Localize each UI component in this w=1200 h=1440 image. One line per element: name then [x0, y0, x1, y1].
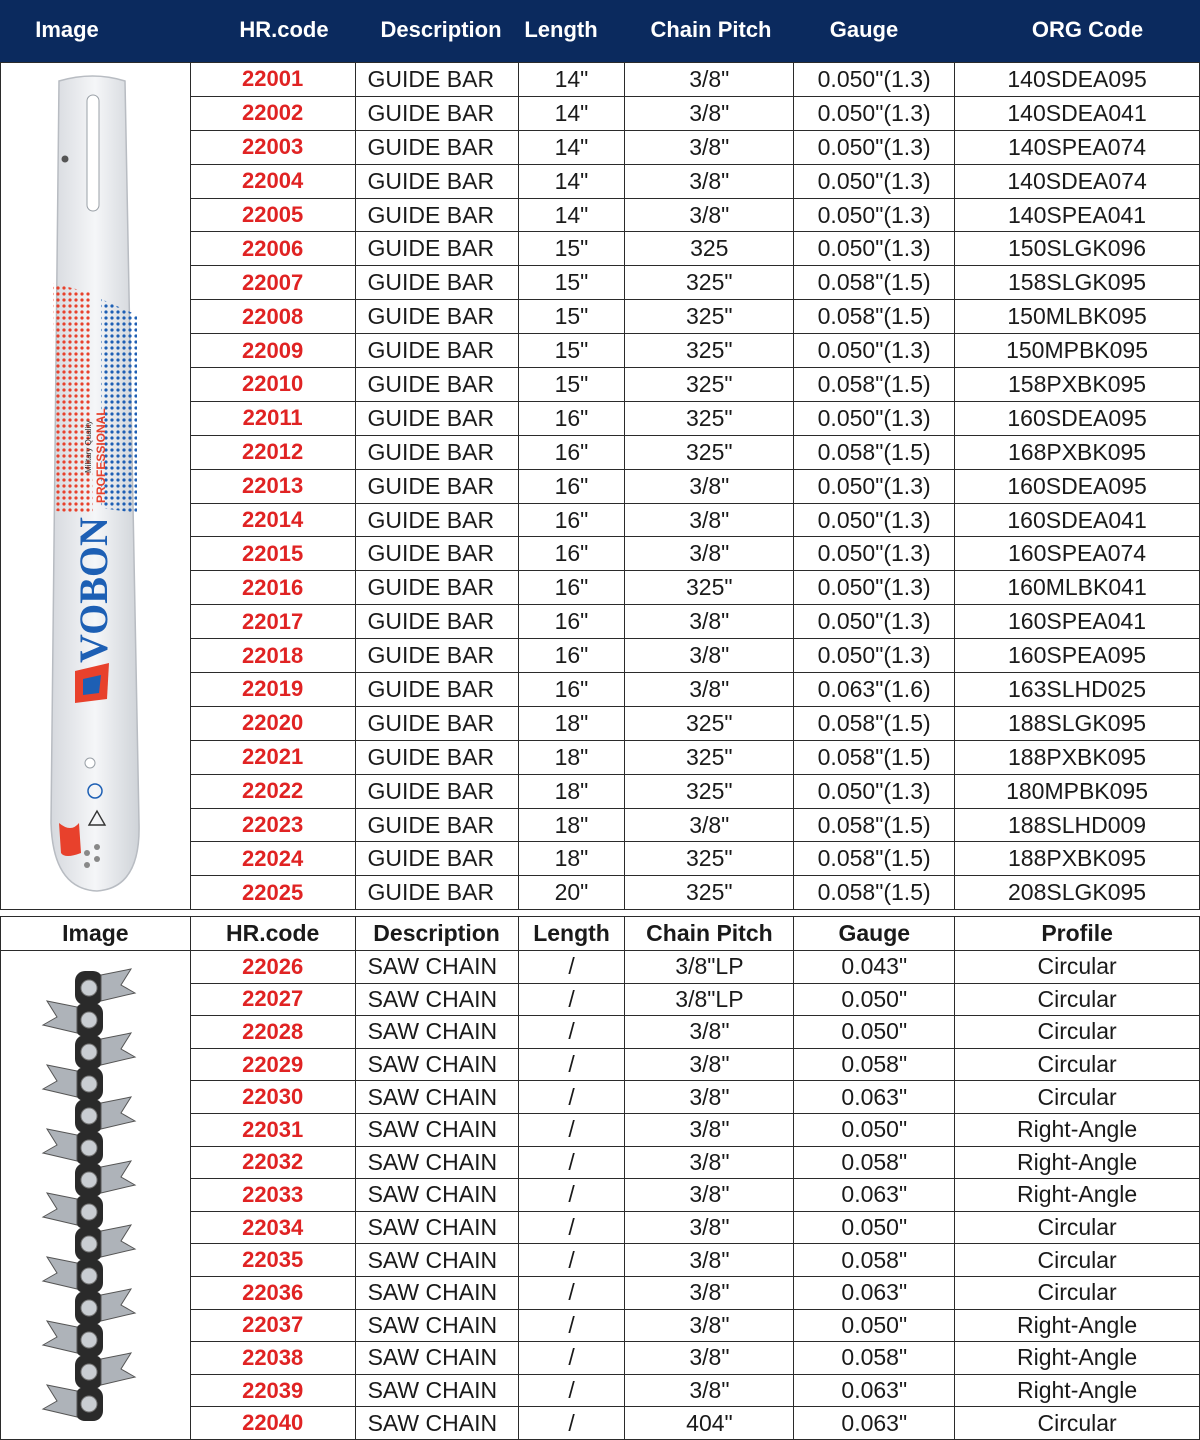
- description: GUIDE BAR: [355, 164, 518, 198]
- guide-bar-image: [1, 63, 189, 910]
- hr-code: 22017: [190, 605, 355, 639]
- gauge: 0.063": [794, 1276, 955, 1309]
- hr-code: 22027: [190, 983, 355, 1016]
- chain-pitch: 3/8": [625, 605, 794, 639]
- org-code: 140SPEA074: [955, 130, 1200, 164]
- hr-code: 22018: [190, 639, 355, 673]
- chain-pitch: 3/8": [625, 808, 794, 842]
- gauge: 0.058": [794, 1146, 955, 1179]
- length: 16": [518, 605, 625, 639]
- description: SAW CHAIN: [355, 1146, 518, 1179]
- chain-pitch: 325": [625, 706, 794, 740]
- table-row: [1, 63, 1200, 97]
- hr-code: 22004: [190, 164, 355, 198]
- chain-pitch: 3/8": [625, 1211, 794, 1244]
- org-code: 150SLGK096: [955, 232, 1200, 266]
- gauge: 0.050"(1.3): [794, 401, 955, 435]
- length: 16": [518, 435, 625, 469]
- length: 16": [518, 673, 625, 707]
- length: 14": [518, 130, 625, 164]
- chain-pitch: 3/8"LP: [625, 951, 794, 984]
- description: GUIDE BAR: [355, 673, 518, 707]
- header-image: Image: [35, 17, 99, 42]
- profile: Circular: [955, 1276, 1200, 1309]
- length: /: [518, 1211, 625, 1244]
- chain-pitch: 325": [625, 740, 794, 774]
- length: /: [518, 1081, 625, 1114]
- length: 15": [518, 334, 625, 368]
- org-code: 158PXBK095: [955, 368, 1200, 402]
- length: /: [518, 1113, 625, 1146]
- profile: Right-Angle: [955, 1113, 1200, 1146]
- length: /: [518, 983, 625, 1016]
- hr-code: 22015: [190, 537, 355, 571]
- gauge: 0.050"(1.3): [794, 232, 955, 266]
- description: GUIDE BAR: [355, 198, 518, 232]
- description: GUIDE BAR: [355, 537, 518, 571]
- length: /: [518, 1146, 625, 1179]
- gauge: 0.058"(1.5): [794, 808, 955, 842]
- org-code: 188SLHD009: [955, 808, 1200, 842]
- sub-header-length: Length: [518, 917, 625, 951]
- hr-code: 22039: [190, 1374, 355, 1407]
- description: GUIDE BAR: [355, 503, 518, 537]
- chain-pitch: 325": [625, 774, 794, 808]
- length: 14": [518, 63, 625, 97]
- hr-code: 22029: [190, 1048, 355, 1081]
- chain-sub-header: [1, 917, 1200, 951]
- length: 18": [518, 740, 625, 774]
- length: 16": [518, 401, 625, 435]
- description: SAW CHAIN: [355, 1113, 518, 1146]
- org-code: 140SDEA074: [955, 164, 1200, 198]
- chain-pitch: 3/8": [625, 1309, 794, 1342]
- length: 15": [518, 266, 625, 300]
- org-code: 140SDEA095: [955, 63, 1200, 97]
- chain-pitch: 3/8": [625, 164, 794, 198]
- sub-header-description: Description: [355, 917, 518, 951]
- chain-pitch: 3/8": [625, 63, 794, 97]
- profile: Right-Angle: [955, 1342, 1200, 1375]
- org-code: 140SDEA041: [955, 96, 1200, 130]
- header-hr-code: HR.code: [239, 17, 329, 42]
- length: 18": [518, 808, 625, 842]
- saw-chain-image-cell: [1, 951, 191, 1440]
- description: GUIDE BAR: [355, 266, 518, 300]
- military-quality-label: Military Quality: [84, 420, 93, 473]
- gauge: 0.050"(1.3): [794, 63, 955, 97]
- gauge: 0.050"(1.3): [794, 130, 955, 164]
- gauge: 0.050"(1.3): [794, 605, 955, 639]
- gauge: 0.050"(1.3): [794, 774, 955, 808]
- hr-code: 22011: [190, 401, 355, 435]
- chain-pitch: 325: [625, 232, 794, 266]
- gauge: 0.063": [794, 1179, 955, 1212]
- org-code: 140SPEA041: [955, 198, 1200, 232]
- hr-code: 22014: [190, 503, 355, 537]
- hr-code: 22002: [190, 96, 355, 130]
- chain-pitch: 3/8": [625, 537, 794, 571]
- length: /: [518, 1276, 625, 1309]
- org-code: 163SLHD025: [955, 673, 1200, 707]
- description: GUIDE BAR: [355, 334, 518, 368]
- header-length: Length: [524, 17, 598, 42]
- description: GUIDE BAR: [355, 571, 518, 605]
- org-code: 188PXBK095: [955, 740, 1200, 774]
- gauge: 0.050"(1.3): [794, 334, 955, 368]
- profile: Circular: [955, 951, 1200, 984]
- header-description: Description: [380, 17, 502, 42]
- profile: Circular: [955, 1048, 1200, 1081]
- hr-code: 22021: [190, 740, 355, 774]
- chain-pitch: 325": [625, 300, 794, 334]
- hr-code: 22040: [190, 1407, 355, 1440]
- org-code: 168PXBK095: [955, 435, 1200, 469]
- chain-pitch: 3/8": [625, 1342, 794, 1375]
- hr-code: 22024: [190, 842, 355, 876]
- length: 15": [518, 232, 625, 266]
- gauge: 0.058": [794, 1244, 955, 1277]
- profile: Right-Angle: [955, 1146, 1200, 1179]
- length: /: [518, 1179, 625, 1212]
- chain-pitch: 3/8": [625, 673, 794, 707]
- saw-chain-illustration: [1, 951, 189, 1439]
- description: SAW CHAIN: [355, 1048, 518, 1081]
- org-code: 160SPEA074: [955, 537, 1200, 571]
- description: SAW CHAIN: [355, 1342, 518, 1375]
- hr-code: 22010: [190, 368, 355, 402]
- chain-pitch: 3/8": [625, 1276, 794, 1309]
- table-row: [1, 951, 1200, 984]
- chain-pitch: 325": [625, 876, 794, 910]
- chain-pitch: 325": [625, 435, 794, 469]
- length: /: [518, 1374, 625, 1407]
- description: SAW CHAIN: [355, 1179, 518, 1212]
- description: SAW CHAIN: [355, 1374, 518, 1407]
- org-code: 188SLGK095: [955, 706, 1200, 740]
- hr-code: 22025: [190, 876, 355, 910]
- description: GUIDE BAR: [355, 808, 518, 842]
- gauge: 0.050"(1.3): [794, 639, 955, 673]
- description: GUIDE BAR: [355, 740, 518, 774]
- chain-pitch: 325": [625, 368, 794, 402]
- gauge: 0.063": [794, 1374, 955, 1407]
- length: /: [518, 1342, 625, 1375]
- profile: Right-Angle: [955, 1179, 1200, 1212]
- guide-bar-illustration: [1, 63, 189, 910]
- chain-pitch: 3/8": [625, 96, 794, 130]
- length: 15": [518, 368, 625, 402]
- description: SAW CHAIN: [355, 1407, 518, 1440]
- length: 18": [518, 842, 625, 876]
- hr-code: 22008: [190, 300, 355, 334]
- gauge: 0.050": [794, 983, 955, 1016]
- length: 14": [518, 96, 625, 130]
- hr-code: 22036: [190, 1276, 355, 1309]
- gauge: 0.050"(1.3): [794, 503, 955, 537]
- length: 18": [518, 774, 625, 808]
- gauge: 0.058"(1.5): [794, 876, 955, 910]
- sub-header-profile: Profile: [955, 917, 1200, 951]
- gauge: 0.050"(1.3): [794, 96, 955, 130]
- gauge: 0.050"(1.3): [794, 469, 955, 503]
- gauge: 0.050"(1.3): [794, 537, 955, 571]
- hr-code: 22035: [190, 1244, 355, 1277]
- gauge: 0.063": [794, 1407, 955, 1440]
- gauge: 0.058"(1.5): [794, 300, 955, 334]
- description: SAW CHAIN: [355, 1211, 518, 1244]
- org-code: 188PXBK095: [955, 842, 1200, 876]
- hr-code: 22026: [190, 951, 355, 984]
- hr-code: 22022: [190, 774, 355, 808]
- gauge: 0.050": [794, 1309, 955, 1342]
- org-code: 160SDEA095: [955, 401, 1200, 435]
- hr-code: 22033: [190, 1179, 355, 1212]
- description: GUIDE BAR: [355, 63, 518, 97]
- sub-header-hr-code: HR.code: [190, 917, 355, 951]
- gauge: 0.063": [794, 1081, 955, 1114]
- saw-chain-table: [0, 916, 1200, 1440]
- org-code: 150MPBK095: [955, 334, 1200, 368]
- description: GUIDE BAR: [355, 706, 518, 740]
- profile: Right-Angle: [955, 1374, 1200, 1407]
- saw-chain-image: [1, 951, 189, 1439]
- description: SAW CHAIN: [355, 1244, 518, 1277]
- description: GUIDE BAR: [355, 368, 518, 402]
- org-code: 160MLBK041: [955, 571, 1200, 605]
- chain-pitch: 325": [625, 842, 794, 876]
- hr-code: 22005: [190, 198, 355, 232]
- gauge: 0.050"(1.3): [794, 571, 955, 605]
- hr-code: 22030: [190, 1081, 355, 1114]
- length: 20": [518, 876, 625, 910]
- length: 16": [518, 537, 625, 571]
- profile: Circular: [955, 1211, 1200, 1244]
- chain-pitch: 325": [625, 334, 794, 368]
- profile: Right-Angle: [955, 1309, 1200, 1342]
- brand-logo: VOBON: [71, 517, 116, 663]
- length: 16": [518, 503, 625, 537]
- hr-code: 22003: [190, 130, 355, 164]
- description: GUIDE BAR: [355, 876, 518, 910]
- hr-code: 22032: [190, 1146, 355, 1179]
- description: GUIDE BAR: [355, 435, 518, 469]
- description: SAW CHAIN: [355, 951, 518, 984]
- professional-label: PROFESSIONAL: [94, 408, 108, 503]
- chain-pitch: 3/8": [625, 198, 794, 232]
- length: 14": [518, 198, 625, 232]
- hr-code: 22006: [190, 232, 355, 266]
- chain-pitch: 3/8": [625, 1081, 794, 1114]
- length: 15": [518, 300, 625, 334]
- chain-pitch: 3/8": [625, 503, 794, 537]
- chain-pitch: 3/8": [625, 1244, 794, 1277]
- gauge: 0.058": [794, 1342, 955, 1375]
- length: /: [518, 1016, 625, 1049]
- chain-pitch: 3/8": [625, 1179, 794, 1212]
- length: 16": [518, 639, 625, 673]
- chain-pitch: 325": [625, 571, 794, 605]
- length: /: [518, 1048, 625, 1081]
- chain-pitch: 3/8": [625, 1048, 794, 1081]
- chain-pitch: 3/8": [625, 1016, 794, 1049]
- chain-pitch: 325": [625, 266, 794, 300]
- header-chain-pitch: Chain Pitch: [650, 17, 772, 42]
- hr-code: 22020: [190, 706, 355, 740]
- hr-code: 22037: [190, 1309, 355, 1342]
- chain-pitch: 3/8": [625, 469, 794, 503]
- sub-header-image: Image: [1, 917, 191, 951]
- org-code: 160SDEA095: [955, 469, 1200, 503]
- hr-code: 22016: [190, 571, 355, 605]
- gauge: 0.058": [794, 1048, 955, 1081]
- chain-pitch: 3/8": [625, 1113, 794, 1146]
- org-code: 150MLBK095: [955, 300, 1200, 334]
- description: SAW CHAIN: [355, 1081, 518, 1114]
- guide-bar-image-cell: [1, 63, 191, 910]
- length: 14": [518, 164, 625, 198]
- description: GUIDE BAR: [355, 774, 518, 808]
- gauge: 0.050": [794, 1211, 955, 1244]
- hr-code: 22019: [190, 673, 355, 707]
- gauge: 0.058"(1.5): [794, 435, 955, 469]
- length: /: [518, 951, 625, 984]
- profile: Circular: [955, 1407, 1200, 1440]
- description: GUIDE BAR: [355, 96, 518, 130]
- description: GUIDE BAR: [355, 639, 518, 673]
- chain-pitch: 3/8": [625, 639, 794, 673]
- description: SAW CHAIN: [355, 1016, 518, 1049]
- org-code: 160SPEA041: [955, 605, 1200, 639]
- org-code: 160SDEA041: [955, 503, 1200, 537]
- org-code: 158SLGK095: [955, 266, 1200, 300]
- hr-code: 22001: [190, 63, 355, 97]
- gauge: 0.063"(1.6): [794, 673, 955, 707]
- gauge: 0.058"(1.5): [794, 368, 955, 402]
- org-code: 160SPEA095: [955, 639, 1200, 673]
- profile: Circular: [955, 1081, 1200, 1114]
- gauge: 0.058"(1.5): [794, 740, 955, 774]
- hr-code: 22009: [190, 334, 355, 368]
- hr-code: 22012: [190, 435, 355, 469]
- description: GUIDE BAR: [355, 300, 518, 334]
- chain-pitch: 404": [625, 1407, 794, 1440]
- profile: Circular: [955, 1016, 1200, 1049]
- length: 18": [518, 706, 625, 740]
- description: SAW CHAIN: [355, 983, 518, 1016]
- description: GUIDE BAR: [355, 130, 518, 164]
- chain-pitch: 3/8": [625, 1146, 794, 1179]
- org-code: 208SLGK095: [955, 876, 1200, 910]
- description: GUIDE BAR: [355, 842, 518, 876]
- profile: Circular: [955, 983, 1200, 1016]
- gauge: 0.043": [794, 951, 955, 984]
- header-gauge: Gauge: [829, 17, 899, 42]
- sub-header-gauge: Gauge: [794, 917, 955, 951]
- gauge: 0.050": [794, 1016, 955, 1049]
- hr-code: 22038: [190, 1342, 355, 1375]
- gauge: 0.058"(1.5): [794, 266, 955, 300]
- hr-code: 22034: [190, 1211, 355, 1244]
- gauge: 0.050": [794, 1113, 955, 1146]
- gauge: 0.050"(1.3): [794, 198, 955, 232]
- description: GUIDE BAR: [355, 605, 518, 639]
- gauge: 0.058"(1.5): [794, 842, 955, 876]
- header-org-code: ORG Code: [1031, 17, 1144, 42]
- gauge: 0.050"(1.3): [794, 164, 955, 198]
- gauge: 0.058"(1.5): [794, 706, 955, 740]
- sub-header-chain-pitch: Chain Pitch: [625, 917, 794, 951]
- length: 16": [518, 469, 625, 503]
- hr-code: 22028: [190, 1016, 355, 1049]
- length: /: [518, 1407, 625, 1440]
- guide-bar-table: [0, 62, 1200, 910]
- hr-code: 22007: [190, 266, 355, 300]
- hr-code: 22013: [190, 469, 355, 503]
- chain-pitch: 3/8": [625, 130, 794, 164]
- org-code: 180MPBK095: [955, 774, 1200, 808]
- length: 16": [518, 571, 625, 605]
- chain-pitch: 3/8": [625, 1374, 794, 1407]
- description: SAW CHAIN: [355, 1309, 518, 1342]
- chain-pitch: 325": [625, 401, 794, 435]
- description: GUIDE BAR: [355, 469, 518, 503]
- table-header: [0, 0, 1200, 62]
- length: /: [518, 1309, 625, 1342]
- description: GUIDE BAR: [355, 232, 518, 266]
- description: GUIDE BAR: [355, 401, 518, 435]
- profile: Circular: [955, 1244, 1200, 1277]
- description: SAW CHAIN: [355, 1276, 518, 1309]
- hr-code: 22031: [190, 1113, 355, 1146]
- length: /: [518, 1244, 625, 1277]
- chain-pitch: 3/8"LP: [625, 983, 794, 1016]
- hr-code: 22023: [190, 808, 355, 842]
